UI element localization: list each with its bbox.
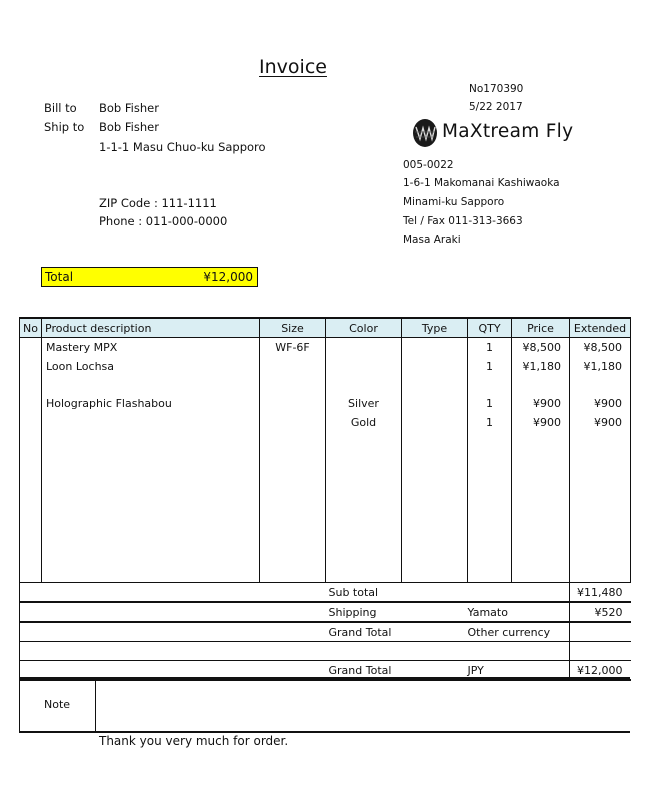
cell-description xyxy=(42,413,260,432)
table-header-row xyxy=(20,318,631,338)
cell-extended: ¥8,500 xyxy=(570,338,631,357)
cell-type xyxy=(402,338,468,357)
cell-qty: 1 xyxy=(468,394,512,413)
company-logo-text: MaXtream Fly xyxy=(442,121,574,142)
cell-size xyxy=(260,376,326,395)
cell-extended: ¥1,180 xyxy=(570,357,631,376)
note-label-cell xyxy=(19,679,96,731)
grand-total-jpy-value: ¥12,000 xyxy=(570,661,631,681)
invoice-number: No170390 xyxy=(469,83,524,95)
cell-extended xyxy=(570,376,631,395)
cell-type xyxy=(402,376,468,395)
cell-color xyxy=(326,376,402,395)
cell-type xyxy=(402,357,468,376)
cell-price xyxy=(512,376,570,395)
total-value: ¥12,000 xyxy=(203,270,253,284)
cell-qty: 1 xyxy=(468,338,512,357)
cell-qty: 1 xyxy=(468,413,512,432)
cell-size xyxy=(260,413,326,432)
table-row xyxy=(20,488,631,507)
company-person: Masa Araki xyxy=(403,234,461,246)
header-price: Price xyxy=(512,318,570,338)
invoice-date: 5/22 2017 xyxy=(469,101,523,113)
ship-to-label: Ship to xyxy=(44,120,85,134)
header-extended: Extended xyxy=(570,318,631,338)
total-box xyxy=(41,267,258,287)
company-address-2: Minami-ku Sapporo xyxy=(403,196,505,208)
table-row xyxy=(20,526,631,545)
subtotal-label: Sub total xyxy=(326,583,468,602)
table-row xyxy=(20,507,631,526)
cell-qty: 1 xyxy=(468,357,512,376)
cell-price: ¥900 xyxy=(512,413,570,432)
ship-to-name: Bob Fisher xyxy=(99,120,159,134)
table-row xyxy=(20,470,631,489)
thank-you-message: Thank you very much for order. xyxy=(99,734,289,748)
table-row xyxy=(20,545,631,564)
cell-description: Holographic Flashabou xyxy=(42,394,260,413)
cell-price: ¥1,180 xyxy=(512,357,570,376)
shipping-carrier: Yamato xyxy=(468,602,570,622)
shipping-label: Shipping xyxy=(326,602,468,622)
table-row xyxy=(20,432,631,451)
ship-to-address: 1-1-1 Masu Chuo-ku Sapporo xyxy=(99,140,266,154)
table-row xyxy=(20,394,631,413)
table-row xyxy=(20,376,631,395)
company-postal: 005-0022 xyxy=(403,159,454,171)
note-label: Note xyxy=(44,698,71,711)
header-description: Product description xyxy=(42,318,260,338)
summary-table xyxy=(19,583,631,681)
cell-no xyxy=(20,394,42,413)
cell-type xyxy=(402,394,468,413)
grand-total-other-value xyxy=(570,622,631,642)
cell-color: Silver xyxy=(326,394,402,413)
cell-size xyxy=(260,394,326,413)
items-table xyxy=(19,317,631,583)
cell-color xyxy=(326,357,402,376)
cell-size: WF-6F xyxy=(260,338,326,357)
cell-no xyxy=(20,357,42,376)
bill-to-label: Bill to xyxy=(44,101,77,115)
ship-to-zip: ZIP Code : 111-1111 xyxy=(99,196,217,210)
table-row xyxy=(20,357,631,376)
total-label: Total xyxy=(45,270,74,284)
cell-extended: ¥900 xyxy=(570,413,631,432)
bill-to-name: Bob Fisher xyxy=(99,101,159,115)
header-qty: QTY xyxy=(468,318,512,338)
cell-no xyxy=(20,376,42,395)
header-size: Size xyxy=(260,318,326,338)
cell-description: Loon Lochsa xyxy=(42,357,260,376)
subtotal-value: ¥11,480 xyxy=(570,583,631,602)
header-type: Type xyxy=(402,318,468,338)
cell-no xyxy=(20,413,42,432)
cell-description xyxy=(42,376,260,395)
cell-qty xyxy=(468,376,512,395)
table-row xyxy=(20,413,631,432)
cell-color xyxy=(326,338,402,357)
cell-description: Mastery MPX xyxy=(42,338,260,357)
note-box xyxy=(19,677,630,733)
round-mesh-logo-icon xyxy=(412,118,438,148)
header-no: No xyxy=(20,318,42,338)
blank-row xyxy=(20,642,631,661)
company-tel: Tel / Fax 011-313-3663 xyxy=(403,215,523,227)
company-logo xyxy=(412,118,582,150)
grand-total-jpy-currency: JPY xyxy=(468,661,570,681)
header-color: Color xyxy=(326,318,402,338)
grand-total-other-currency: Other currency xyxy=(468,622,570,642)
shipping-value: ¥520 xyxy=(570,602,631,622)
cell-color: Gold xyxy=(326,413,402,432)
table-row xyxy=(20,338,631,357)
cell-no xyxy=(20,338,42,357)
cell-type xyxy=(402,413,468,432)
cell-size xyxy=(260,357,326,376)
invoice-title: Invoice xyxy=(259,56,327,78)
shipping-row xyxy=(20,602,631,622)
table-row xyxy=(20,564,631,583)
subtotal-row xyxy=(20,583,631,602)
ship-to-phone: Phone : 011-000-0000 xyxy=(99,214,228,228)
grand-total-other-row xyxy=(20,622,631,642)
grand-total-other-label: Grand Total xyxy=(326,622,468,642)
cell-price: ¥8,500 xyxy=(512,338,570,357)
company-address-1: 1-6-1 Makomanai Kashiwaoka xyxy=(403,177,560,189)
cell-extended: ¥900 xyxy=(570,394,631,413)
table-row xyxy=(20,451,631,470)
grand-total-jpy-label: Grand Total xyxy=(326,661,468,681)
cell-price: ¥900 xyxy=(512,394,570,413)
